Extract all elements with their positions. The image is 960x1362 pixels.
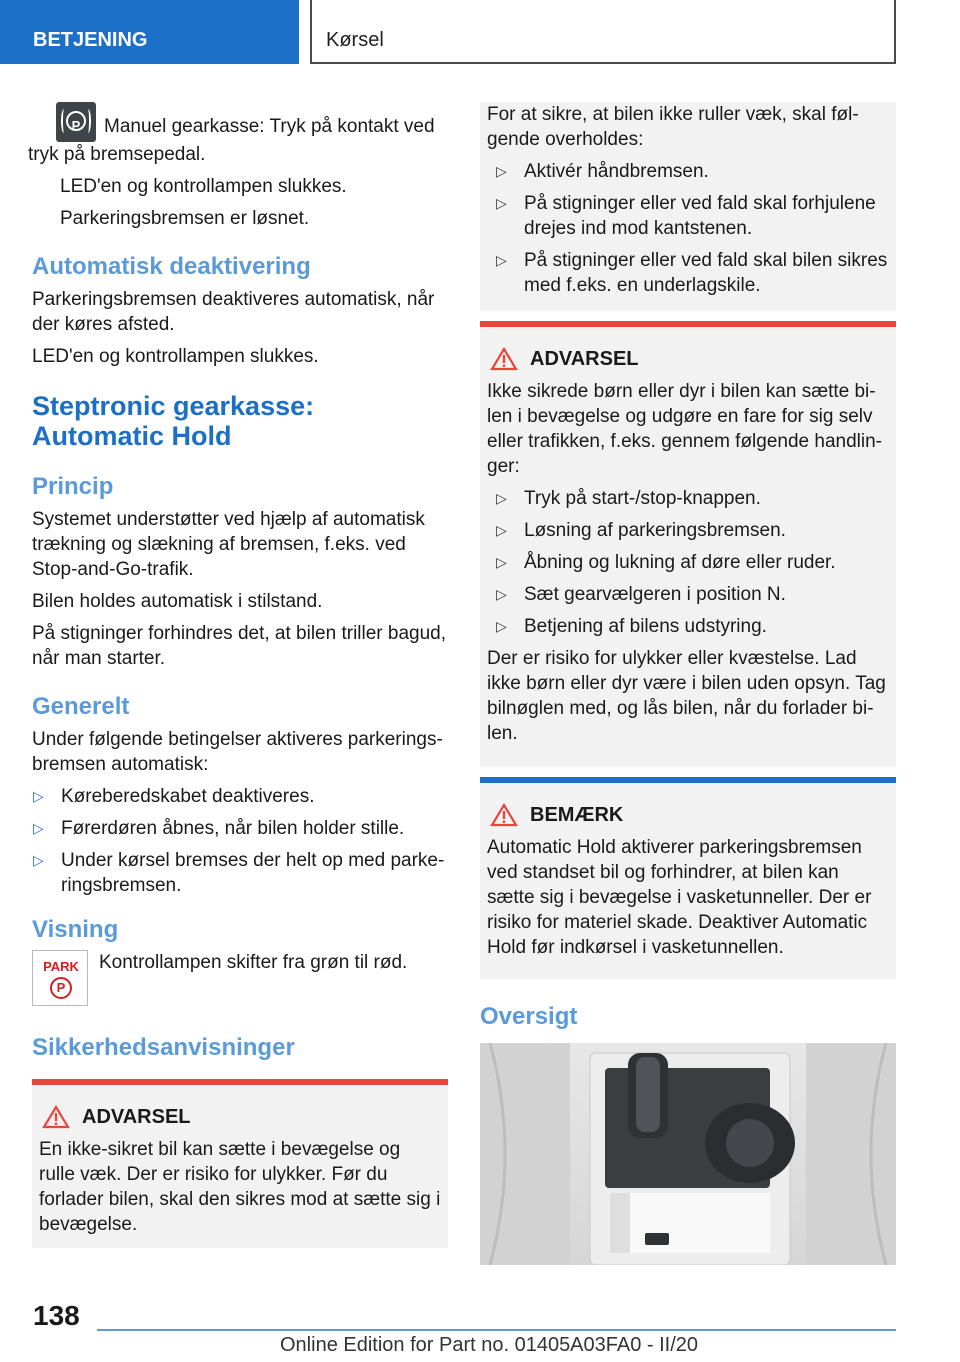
- park-warning-icon: PARK P: [32, 950, 88, 1006]
- list-item: ▷ Åbning og lukning af døre eller ruder.: [496, 552, 836, 573]
- princip-text-2: Bilen holdes automatisk i stilstand.: [32, 591, 323, 612]
- triangle-bullet-icon: ▷: [496, 586, 507, 602]
- section-title: BETJENING: [0, 0, 299, 64]
- warning-text: En ikke-sikret bil kan sætte i bevægelse og rulle væk. Der er risiko for ulykker. Før du forlader bilen, skal den sikres mod at sætte sig i bevægelse.: [39, 1139, 441, 1235]
- warning-list: [487, 486, 889, 639]
- warning-box-1: [32, 1079, 448, 1248]
- parking-brake-icon: P: [56, 102, 96, 142]
- page-number: 138: [33, 1300, 80, 1331]
- triangle-bullet-icon: ▷: [496, 163, 507, 179]
- visning-row: [32, 950, 448, 1006]
- intro-led-text: LED'en og kontrollampen slukkes.: [60, 176, 347, 197]
- list-item: ▷ Førerdøren åbnes, når bilen holder stille.: [33, 818, 405, 839]
- triangle-bullet-icon: ▷: [33, 852, 44, 868]
- triangle-bullet-icon: ▷: [33, 820, 44, 836]
- list-item: ▷ På stigninger eller ved fald skal bilen sikres med f.eks. en underlagskile.: [496, 250, 888, 296]
- list-item: ▷ Aktivér håndbremsen.: [496, 161, 709, 182]
- continued-text: For at sikre, at bilen ikke ruller væk, skal følgende overholdes:: [487, 104, 859, 150]
- left-column: [28, 102, 448, 1248]
- princip-text-3: På stigninger forhindres det, at bilen triller bagud, når man starter.: [32, 623, 447, 669]
- warning-triangle-icon: [490, 347, 518, 371]
- auto-deactivation-text: Parkeringsbremsen deaktiveres automatisk, når der køres afsted.: [32, 289, 435, 335]
- triangle-bullet-icon: ▷: [33, 788, 44, 804]
- triangle-bullet-icon: ▷: [496, 522, 507, 538]
- page-header: [0, 0, 960, 66]
- triangle-bullet-icon: ▷: [496, 195, 507, 211]
- note-text: Automatic Hold aktiverer parkeringsbremsen ved standset bil og forhindrer, at bilen kan sætte sig i bevægelse i vasketunneller. Der er risiko for materiel skade. Deaktiver Automatic Hold før indkørsel i vasketunnellen.: [487, 837, 872, 958]
- oversigt-heading: Oversigt: [480, 1003, 578, 1030]
- list-item: ▷ På stigninger eller ved fald skal forhjulene drejes ind mod kantstenen.: [496, 193, 876, 239]
- intro-line: Manuel gearkasse: Tryk på kontakt ved tryk på bremsepedal.: [28, 116, 435, 165]
- warning-title: ADVARSEL: [487, 347, 889, 371]
- continued-list: [487, 159, 889, 298]
- note-box: [480, 777, 896, 979]
- generelt-heading: Generelt: [32, 693, 130, 720]
- warning-text: Ikke sikrede børn eller dyr i bilen kan sætte bilen i bevægelse og udgøre en fare for sig selv eller trafikken, f.eks. gennem følgende handlinger:: [487, 381, 882, 477]
- visning-heading: Visning: [32, 916, 119, 943]
- triangle-bullet-icon: ▷: [496, 554, 507, 570]
- list-item: ▷ Køreberedskabet deaktiveres.: [33, 786, 315, 807]
- safety-heading: Sikkerhedsanvisninger: [32, 1034, 295, 1061]
- right-column: [480, 102, 896, 1265]
- note-title: BEMÆRK: [487, 803, 889, 827]
- warning-risk-text: Der er risiko for ulykker eller kvæstelse. Lad ikke børn eller dyr være i bilen uden opsyn. Tag bilnøglen med, og lås bilen, når du forlader bilen.: [487, 648, 886, 744]
- visning-text: Kontrollampen skifter fra grøn til rød.: [99, 952, 408, 973]
- gear-selector-illustration: [480, 1043, 896, 1265]
- princip-text-1: Systemet understøtter ved hjælp af automatisk trækning og slækning af bremsen, f.eks. ved Stop-and-Go-trafik.: [32, 509, 425, 580]
- triangle-bullet-icon: ▷: [496, 618, 507, 634]
- list-item: ▷ Betjening af bilens udstyring.: [496, 616, 767, 637]
- chapter-title: Kørsel: [310, 0, 896, 64]
- auto-deactivation-heading: Automatisk deaktivering: [32, 253, 311, 280]
- steptronic-heading: Steptronic gearkasse: Automatic Hold: [32, 391, 315, 451]
- princip-heading: Princip: [32, 473, 114, 500]
- footer-edition: Online Edition for Part no. 01405A03FA0 - II/20: [280, 1334, 699, 1356]
- list-item: ▷ Tryk på start-/stop-knappen.: [496, 488, 761, 509]
- list-item: ▷ Sæt gearvælgeren i position N.: [496, 584, 786, 605]
- warning-title: ADVARSEL: [39, 1105, 441, 1129]
- continued-box: [480, 102, 896, 311]
- list-item: ▷ Løsning af parkeringsbremsen.: [496, 520, 786, 541]
- footer-divider: [97, 1329, 896, 1331]
- intro-released-text: Parkeringsbremsen er løsnet.: [60, 208, 310, 229]
- warning-triangle-icon: [42, 1105, 70, 1129]
- gear-selector-photo: [480, 1043, 896, 1265]
- intro-paragraph: [28, 102, 448, 167]
- list-item: ▷ Under kørsel bremses der helt op med parkeringsbremsen.: [33, 850, 445, 896]
- generelt-text: Under følgende betingelser aktiveres parkeringsbremsen automatisk:: [32, 729, 443, 775]
- warning-triangle-icon: [490, 803, 518, 827]
- triangle-bullet-icon: ▷: [496, 252, 507, 268]
- generelt-list: [32, 784, 448, 898]
- warning-box-2: [480, 321, 896, 767]
- triangle-bullet-icon: ▷: [496, 490, 507, 506]
- auto-led-text: LED'en og kontrollampen slukkes.: [32, 346, 319, 367]
